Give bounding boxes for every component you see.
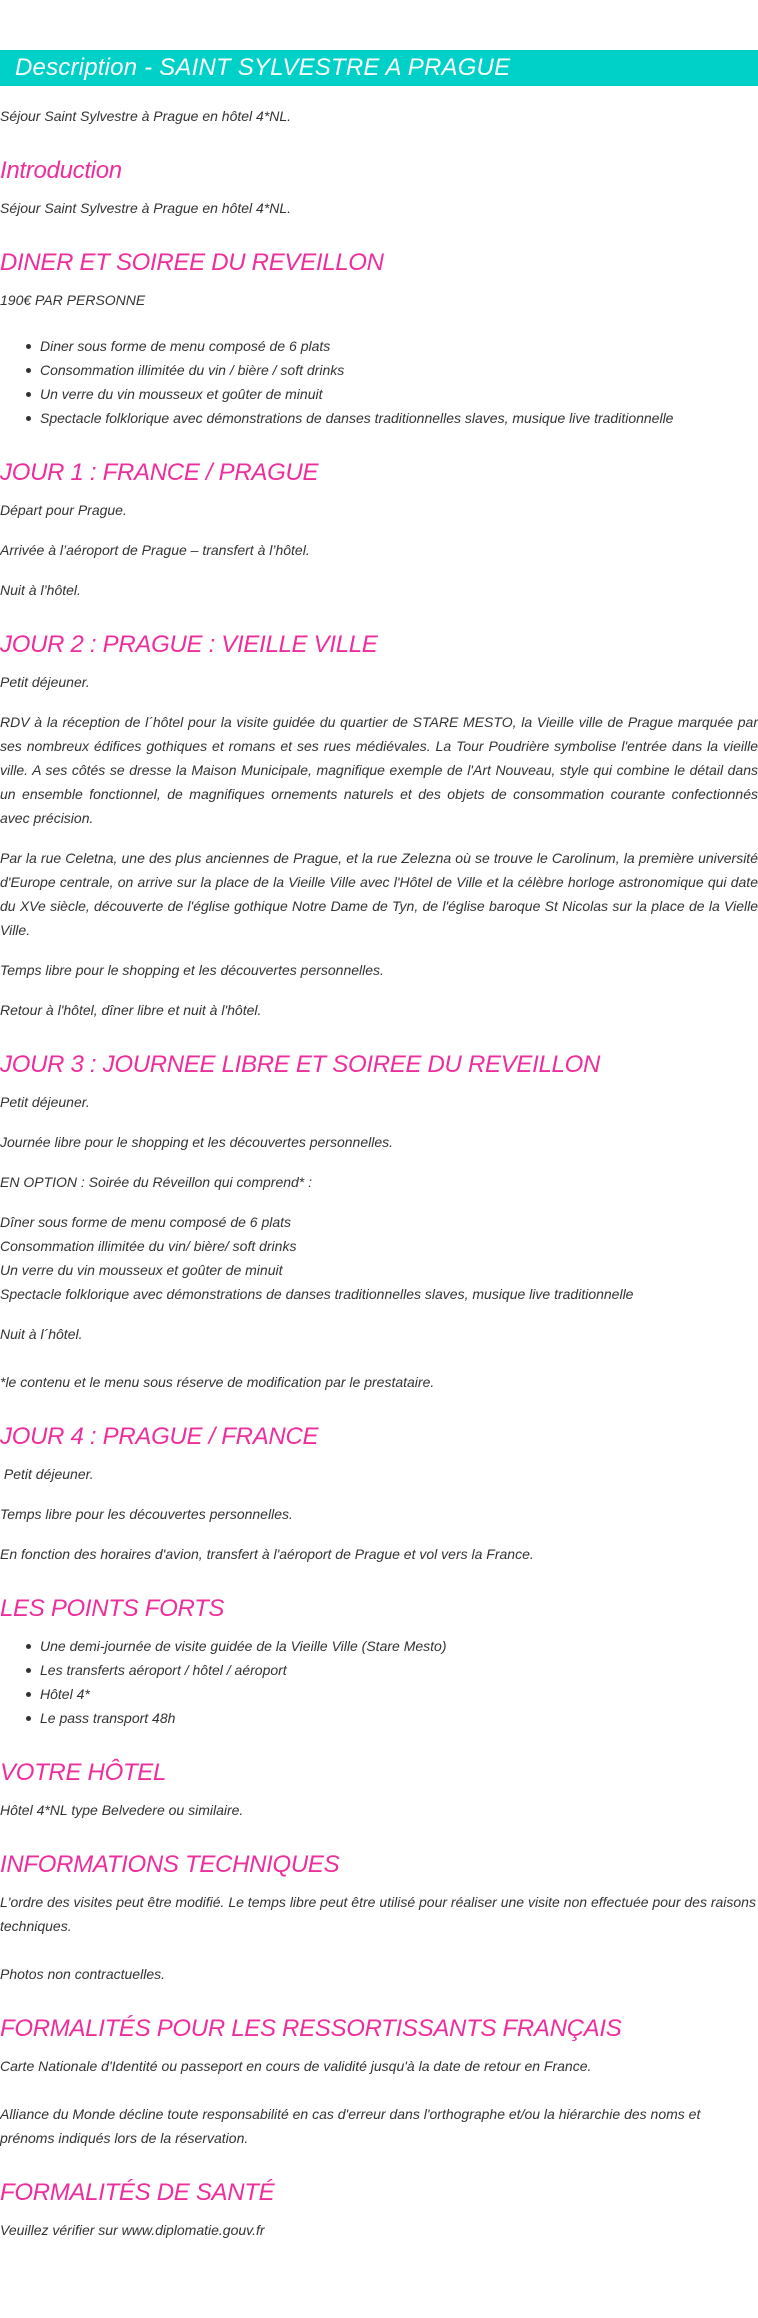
section-introduction	[0, 156, 758, 220]
jour2-p1: Petit déjeuner.	[0, 674, 90, 690]
jour1-p1: Départ pour Prague.	[0, 502, 127, 518]
jour3-p1: Petit déjeuner.	[0, 1094, 90, 1110]
jour3-p2: Journée libre pour le shopping et les découvertes personnelles.	[0, 1134, 394, 1150]
title-bar	[0, 50, 758, 86]
points-forts-list	[0, 1634, 758, 1730]
section-sante	[0, 2178, 758, 2242]
list-item: Diner sous forme de menu composé de 6 plats	[40, 334, 758, 358]
introduction-text: Séjour Saint Sylvestre à Prague en hôtel 4*NL.	[0, 200, 292, 216]
heading-hotel: VOTRE HÔTEL	[0, 1759, 167, 1786]
section-jour3	[0, 1050, 758, 1394]
hotel-text: Hôtel 4*NL type Belvedere ou similaire.	[0, 1802, 244, 1818]
list-item: Hôtel 4*	[40, 1682, 758, 1706]
list-item: Un verre du vin mousseux et goûter de minuit	[40, 382, 758, 406]
section-infos	[0, 1850, 758, 1986]
heading-diner: DINER ET SOIREE DU REVEILLON	[0, 249, 384, 276]
section-hotel	[0, 1758, 758, 1822]
list-item: Une demi-journée de visite guidée de la Vieille Ville (Stare Mesto)	[40, 1634, 758, 1658]
sante-text: Veuillez vérifier sur www.diplomatie.gouv.fr	[0, 2222, 265, 2238]
option-line: Dîner sous forme de menu composé de 6 plats	[0, 1214, 292, 1230]
jour3-option-lines	[0, 1210, 758, 1306]
heading-jour1: JOUR 1 : FRANCE / PRAGUE	[0, 459, 319, 486]
infos-p2: Photos non contractuelles.	[0, 1966, 165, 1982]
jour2-p2: RDV à la réception de l´hôtel pour la visite guidée du quartier de STARE MESTO, la Vieille ville de Prague marquée par ses nombreux édifices gothiques et romans et ses rues médiévales. La Tour Poudrière symbolise l'entrée dans la vieille ville. A ses côtés se dresse la Maison Municipale, magnifique exemple de l'Art Nouveau, style qui combine le détail dans un ensemble fonctionnel, de magnifiques ornements naturels et des objets de consommation courante confectionnés avec précision.	[0, 714, 758, 826]
section-jour4	[0, 1422, 758, 1566]
list-item: Spectacle folklorique avec démonstrations de danses traditionnelles slaves, musique live traditionnelle	[40, 406, 758, 430]
heading-jour3: JOUR 3 : JOURNEE LIBRE ET SOIREE DU REVEILLON	[0, 1051, 600, 1078]
diner-list	[0, 334, 758, 430]
jour2-p5: Retour à l'hôtel, dîner libre et nuit à l'hôtel.	[0, 1002, 262, 1018]
infos-p1: L'ordre des visites peut être modifié. Le temps libre peut être utilisé pour réaliser une visite non effectuée pour des raisons techniques.	[0, 1894, 756, 1934]
jour2-p4: Temps libre pour le shopping et les découvertes personnelles.	[0, 962, 384, 978]
jour1-p2: Arrivée à l’aéroport de Prague – transfert à l’hôtel.	[0, 542, 310, 558]
jour4-p3: En fonction des horaires d'avion, transfert à l'aéroport de Prague et vol vers la France.	[0, 1546, 534, 1562]
jour2-p3: Par la rue Celetna, une des plus anciennes de Prague, et la rue Zelezna où se trouve le Carolinum, la première université d'Europe centrale, on arrive sur la place de la Vieille Ville avec l'Hôtel de Ville et la célèbre horloge astronomique qui date du XVe siècle, découverte de l'église gothique Notre Dame de Tyn, de l'église baroque St Nicolas sur la place de la Vielle Ville.	[0, 850, 758, 938]
intro-line: Séjour Saint Sylvestre à Prague en hôtel 4*NL.	[0, 108, 292, 124]
section-jour2	[0, 630, 758, 1022]
heading-infos: INFORMATIONS TECHNIQUES	[0, 1851, 340, 1878]
heading-points-forts: LES POINTS FORTS	[0, 1595, 225, 1622]
list-item: Le pass transport 48h	[40, 1706, 758, 1730]
section-diner	[0, 248, 758, 430]
heading-jour2: JOUR 2 : PRAGUE : VIEILLE VILLE	[0, 631, 378, 658]
formalites-p2: Alliance du Monde décline toute responsabilité en cas d'erreur dans l'orthographe et/ou la hiérarchie des noms et prénoms indiqués lors de la réservation.	[0, 2106, 701, 2146]
section-points-forts	[0, 1594, 758, 1730]
heading-formalites: FORMALITÉS POUR LES RESSORTISSANTS FRANÇAIS	[0, 2015, 622, 2042]
option-line: Un verre du vin mousseux et goûter de minuit	[0, 1262, 283, 1278]
section-jour1	[0, 458, 758, 602]
heading-sante: FORMALITÉS DE SANTÉ	[0, 2179, 275, 2206]
page-title: Description - SAINT SYLVESTRE A PRAGUE	[15, 54, 511, 81]
option-line: Consommation illimitée du vin/ bière/ soft drinks	[0, 1238, 297, 1254]
section-formalites	[0, 2014, 758, 2150]
heading-jour4: JOUR 4 : PRAGUE / FRANCE	[0, 1423, 319, 1450]
jour3-p3: EN OPTION : Soirée du Réveillon qui comprend* :	[0, 1174, 313, 1190]
formalites-p1: Carte Nationale d'Identité ou passeport en cours de validité jusqu'à la date de retour en France.	[0, 2058, 592, 2074]
diner-price: 190€ PAR PERSONNE	[0, 292, 146, 308]
content	[0, 104, 758, 2258]
jour3-p4: Nuit à l´hôtel.	[0, 1326, 83, 1342]
option-line: Spectacle folklorique avec démonstrations de danses traditionnelles slaves, musique live traditionnelle	[0, 1286, 634, 1302]
list-item: Consommation illimitée du vin / bière / soft drinks	[40, 358, 758, 382]
jour1-p3: Nuit à l’hôtel.	[0, 582, 81, 598]
list-item: Les transferts aéroport / hôtel / aéroport	[40, 1658, 758, 1682]
heading-introduction: Introduction	[0, 157, 122, 184]
jour4-p2: Temps libre pour les découvertes personnelles.	[0, 1506, 293, 1522]
jour3-note: *le contenu et le menu sous réserve de modification par le prestataire.	[0, 1374, 435, 1390]
jour4-p1: Petit déjeuner.	[0, 1466, 94, 1482]
